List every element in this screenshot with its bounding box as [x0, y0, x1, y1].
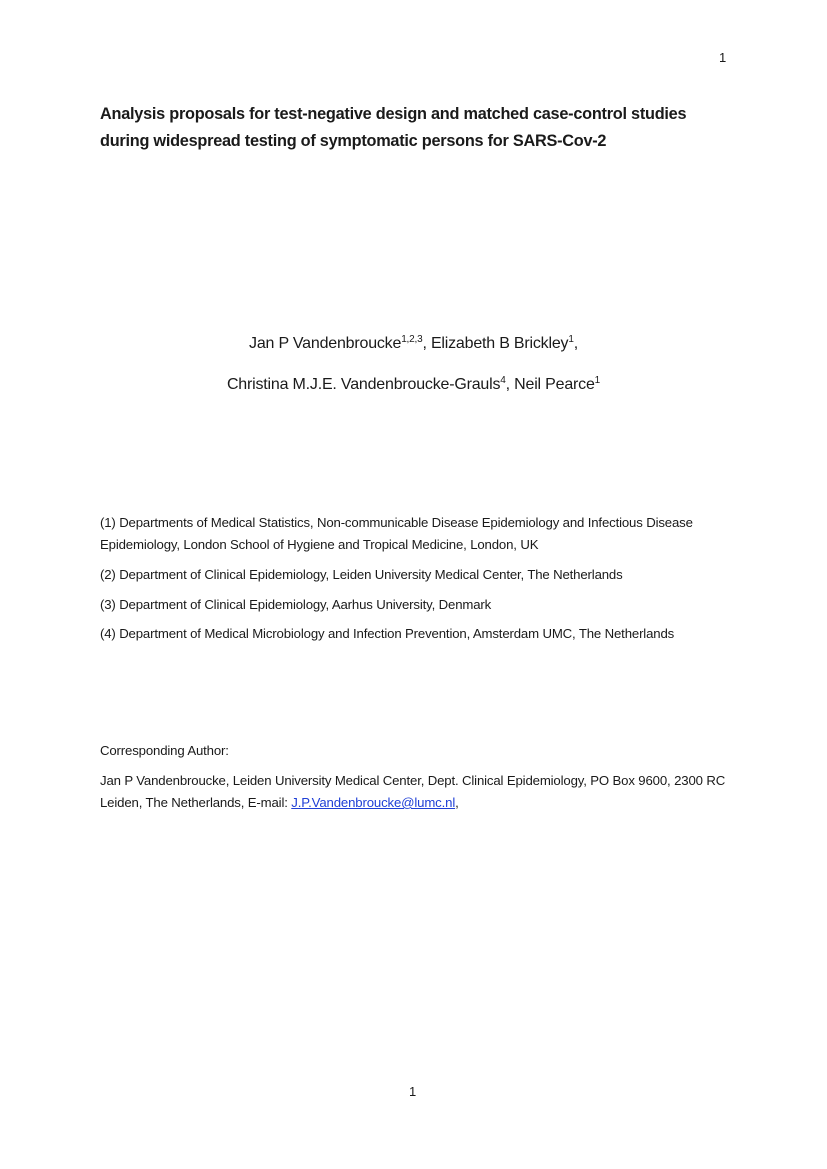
author-separator: ,	[573, 335, 578, 352]
affiliation-text: Department of Clinical Epidemiology, Aarhus University, Denmark	[119, 597, 492, 612]
corresponding-heading: Corresponding Author:	[100, 743, 229, 758]
author-separator: ,	[505, 376, 515, 393]
affiliation-text: Department of Medical Microbiology and Infection Prevention, Amsterdam UMC, The Netherlands	[119, 626, 675, 641]
trailing-comma: ,	[455, 795, 459, 810]
author-name: Christina M.J.E. Vandenbroucke-Grauls	[226, 376, 501, 393]
author-line-1	[0, 335, 827, 353]
header-page-number: 1	[719, 50, 727, 65]
author-affiliation-marks: 1	[568, 334, 574, 345]
author-name: Neil Pearce	[514, 376, 595, 393]
author-affiliation-marks: 1	[594, 375, 601, 386]
author-name: Jan P Vandenbroucke	[249, 335, 402, 352]
affiliation-label: (3)	[100, 597, 116, 612]
affiliation-label: (2)	[100, 567, 116, 582]
title-line-2: during widespread testing of symptomatic persons for SARS-Cov-2	[100, 132, 607, 150]
paper-title	[100, 101, 760, 155]
footer-page-number: 1	[409, 1084, 417, 1099]
affiliation-2	[100, 564, 710, 586]
affiliation-text: Department of Clinical Epidemiology, Leiden University Medical Center, The Netherlands	[119, 567, 623, 582]
author-affiliation-marks: 4	[500, 375, 506, 386]
author-line-2	[0, 376, 827, 394]
affiliation-4	[100, 623, 710, 645]
affiliation-1	[100, 512, 710, 556]
corresponding-address	[100, 770, 740, 814]
affiliation-text: Departments of Medical Statistics, Non-communicable Disease Epidemiology and Infectious Disease Epidemiology, London School of Hygiene and Tropical Medicine, London, UK	[100, 515, 693, 552]
affiliation-label: (1)	[100, 515, 116, 530]
author-name: Elizabeth B Brickley	[430, 335, 569, 352]
author-affiliation-marks: 1,2,3	[401, 334, 423, 345]
title-line-1: Analysis proposals for test-negative design and matched case-control studies	[100, 105, 687, 123]
author-separator: ,	[422, 335, 431, 352]
affiliation-3	[100, 594, 710, 616]
email-link[interactable]: J.P.Vandenbroucke@lumc.nl	[291, 795, 456, 810]
affiliation-label: (4)	[100, 626, 116, 641]
address-text: Jan P Vandenbroucke, Leiden University Medical Center, Dept. Clinical Epidemiology, PO Box 9600, 2300 RC Leiden, The Netherlands, E-mail:	[100, 773, 726, 810]
